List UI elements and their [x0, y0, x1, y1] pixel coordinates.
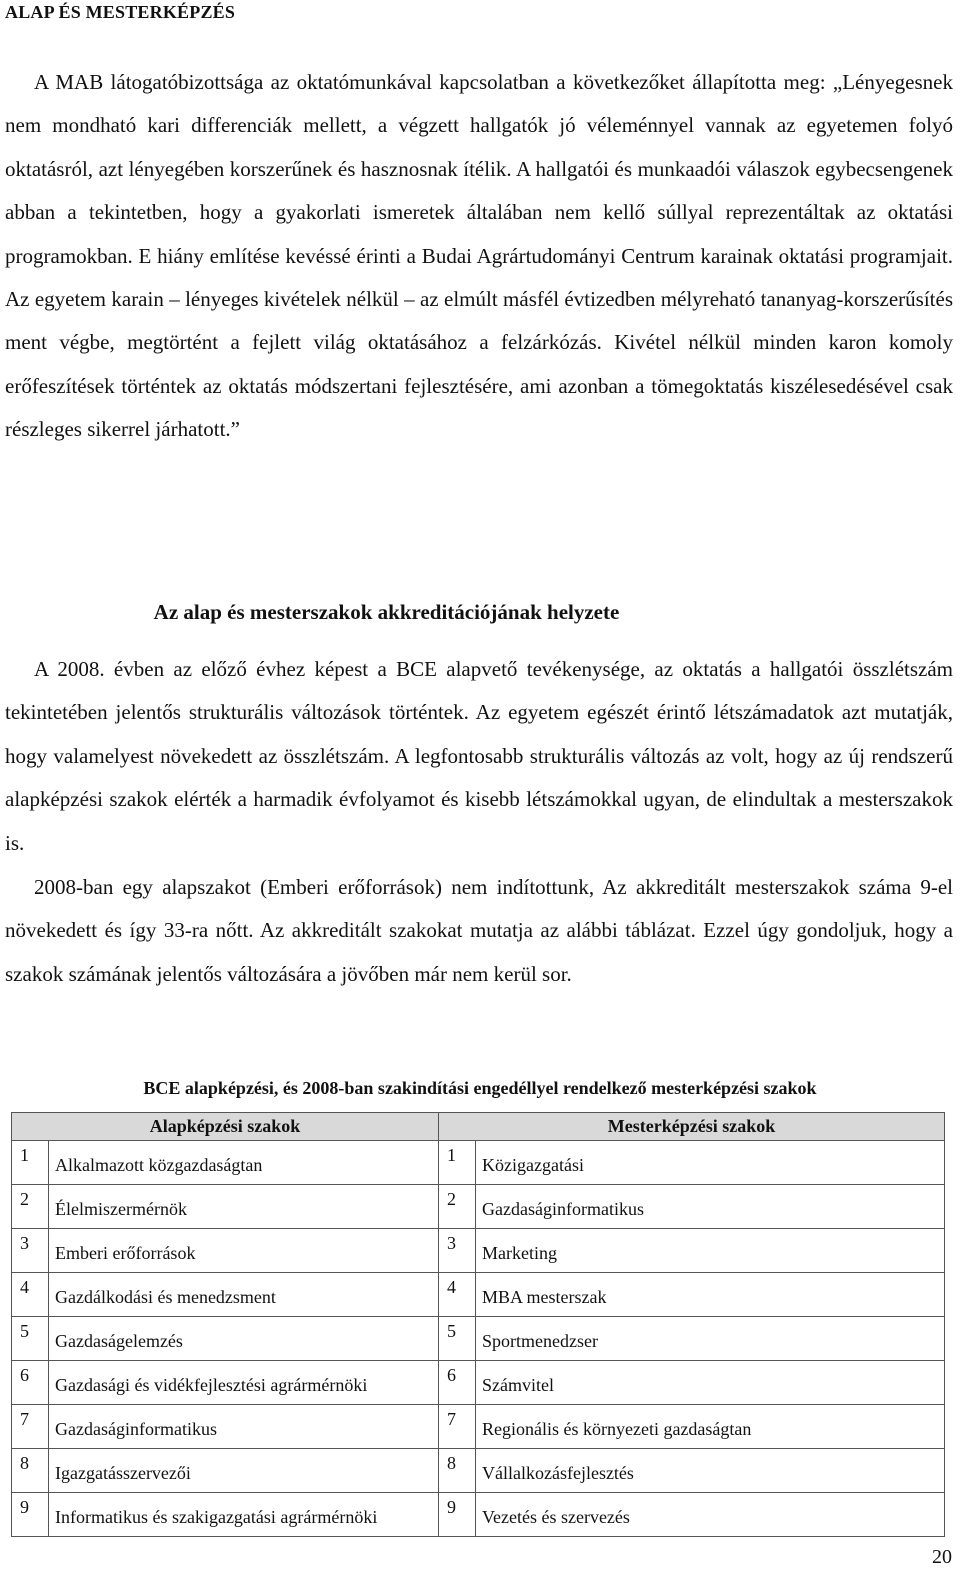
alap-program-name: Informatikus és szakigazgatási agrármérnöki — [49, 1493, 439, 1537]
paragraph-2008-changes: A 2008. évben az előző évhez képest a BCE alapvető tevékenysége, az oktatás a hallgatói összlétszám tekintetében jelentős strukturális változások történtek. Az egyetem egészét érintő létszámadatok azt mutatják, hogy valamelyest növekedett az összlétszám. A legfontosabb strukturális változás az volt, hogy az új rendszerű alapképzési szakok elérték a harmadik évfolyamot és kisebb létszámokkal ugyan, de elindultak a mesterszakok is. — [5, 657, 953, 855]
alap-program-name: Igazgatásszervezői — [49, 1449, 439, 1493]
row-number-alap: 7 — [12, 1405, 49, 1449]
table-row — [12, 1317, 945, 1361]
table-row — [12, 1449, 945, 1493]
mester-program-name: Sportmenedzser — [476, 1317, 945, 1361]
table-row — [12, 1405, 945, 1449]
table-caption: BCE alapképzési, és 2008-ban szakindítási engedéllyel rendelkező mesterképzési szakok — [143, 1078, 817, 1098]
alap-program-name: Alkalmazott közgazdaságtan — [49, 1141, 439, 1185]
section-title: ALAP ÉS MESTERKÉPZÉS — [5, 2, 236, 22]
table-row — [12, 1229, 945, 1273]
mester-program-name: Marketing — [476, 1229, 945, 1273]
mester-program-name: Gazdaságinformatikus — [476, 1185, 945, 1229]
row-number-mester: 1 — [439, 1141, 476, 1185]
row-number-mester: 8 — [439, 1449, 476, 1493]
table-row — [12, 1141, 945, 1185]
table-row — [12, 1273, 945, 1317]
table-row — [12, 1185, 945, 1229]
paragraph-mab-quote: A MAB látogatóbizottsága az oktatómunkával kapcsolatban a következőket állapította meg: „Lényegesnek nem mondható kari differenciák mellett, a végzett hallgatók jó véleménnyel vannak az egyetemen folyó oktatásról, azt lényegében korszerűnek és hasznosnak ítélik. A hallgatói és munkaadói válaszok egybecsengenek abban a tekintetben, hogy a gyakorlati ismeretek általában nem kellő súllyal reprezentáltak az oktatási programokban. E hiány említése kevéssé érinti a Budai Agrártudományi Centrum karainak oktatási programjait. Az egyetem karain – lényeges kivételek nélkül – az elmúlt másfél évtizedben mélyreható tananyag-korszerűsítés ment végbe, megtörtént a fejlett világ oktatásához a felzárkózás. Kivétel nélkül minden karon komoly erőfeszítések történtek az oktatás módszertani fejlesztésére, ami azonban a tömegoktatás kiszélesedésével csak részleges sikerrel járhatott.” — [5, 70, 953, 442]
row-number-alap: 8 — [12, 1449, 49, 1493]
row-number-alap: 1 — [12, 1141, 49, 1185]
row-number-alap: 4 — [12, 1273, 49, 1317]
mester-program-name: Vezetés és szervezés — [476, 1493, 945, 1537]
paragraph-accreditation: 2008-ban egy alapszakot (Emberi erőforrások) nem indítottunk, Az akkreditált mesterszakok száma 9-el növekedett és így 33-ra nőtt. Az akkreditált szakokat mutatja az alábbi táblázat. Ezzel úgy gondoljuk, hogy a szakok számának jelentős változására a jövőben már nem kerül sor. — [5, 875, 953, 986]
mester-program-name: MBA mesterszak — [476, 1273, 945, 1317]
row-number-alap: 5 — [12, 1317, 49, 1361]
row-number-alap: 6 — [12, 1361, 49, 1405]
alap-program-name: Gazdasági és vidékfejlesztési agrármérnöki — [49, 1361, 439, 1405]
header-mesterkepzesi: Mesterképzési szakok — [439, 1113, 945, 1141]
row-number-mester: 6 — [439, 1361, 476, 1405]
row-number-mester: 2 — [439, 1185, 476, 1229]
alap-program-name: Gazdaságelemzés — [49, 1317, 439, 1361]
alap-program-name: Emberi erőforrások — [49, 1229, 439, 1273]
mester-program-name: Vállalkozásfejlesztés — [476, 1449, 945, 1493]
alap-program-name: Élelmiszermérnök — [49, 1185, 439, 1229]
row-number-mester: 7 — [439, 1405, 476, 1449]
table-row — [12, 1361, 945, 1405]
row-number-alap: 2 — [12, 1185, 49, 1229]
table-row — [12, 1493, 945, 1537]
alap-program-name: Gazdaságinformatikus — [49, 1405, 439, 1449]
mester-program-name: Regionális és környezeti gazdaságtan — [476, 1405, 945, 1449]
mester-program-name: Közigazgatási — [476, 1141, 945, 1185]
row-number-mester: 5 — [439, 1317, 476, 1361]
row-number-alap: 9 — [12, 1493, 49, 1537]
subheading: Az alap és mesterszakok akkreditációjának helyzete — [153, 600, 620, 624]
row-number-mester: 4 — [439, 1273, 476, 1317]
mester-program-name: Számvitel — [476, 1361, 945, 1405]
table-body — [12, 1141, 945, 1537]
header-alapkepzesi: Alapképzési szakok — [12, 1113, 439, 1141]
page-number: 20 — [932, 1546, 952, 1568]
alap-program-name: Gazdálkodási és menedzsment — [49, 1273, 439, 1317]
programs-table — [11, 1112, 945, 1537]
row-number-mester: 9 — [439, 1493, 476, 1537]
table-header-row — [12, 1113, 945, 1141]
row-number-mester: 3 — [439, 1229, 476, 1273]
row-number-alap: 3 — [12, 1229, 49, 1273]
